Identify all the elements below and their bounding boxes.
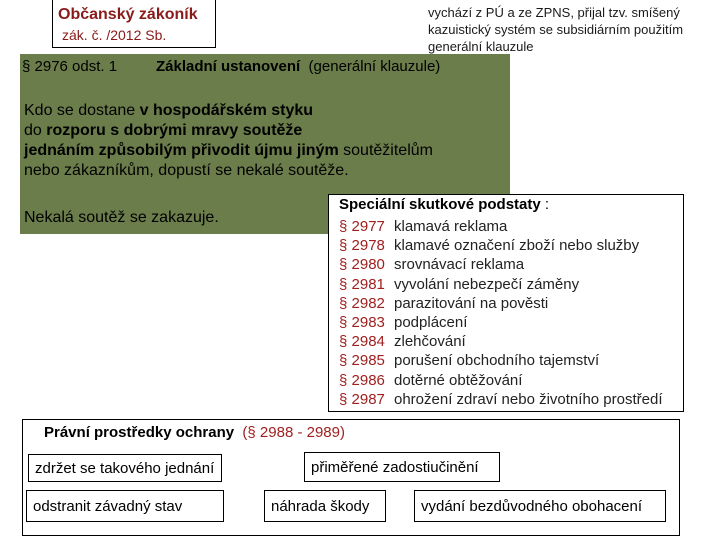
paragraph-number: § 2982 <box>339 294 385 312</box>
text-part: Kdo se dostane <box>24 102 140 119</box>
list-item <box>339 217 663 236</box>
text-part: do <box>24 122 47 139</box>
list-item <box>339 236 663 255</box>
special-cases-list <box>339 217 663 409</box>
list-item <box>339 390 663 409</box>
paragraph-description: vyvolání nebezpečí záměny <box>394 275 580 293</box>
list-item <box>339 275 663 294</box>
paragraph-number: § 2980 <box>339 256 385 274</box>
paragraph-description: ohrožení zdraví nebo životního prostředí <box>394 390 663 408</box>
remedy-satisfaction: přiměřené zadostiučinění <box>304 452 500 482</box>
special-cases-heading-label: Speciální skutkové podstaty <box>339 196 541 213</box>
paragraph-number: § 2987 <box>339 390 385 408</box>
special-cases-heading <box>339 196 549 213</box>
list-item <box>339 255 663 274</box>
general-clause-section: § 2976 odst. 1 <box>22 58 118 75</box>
list-item <box>339 351 663 370</box>
remedies-heading-label: Právní prostředky ochrany <box>44 424 235 441</box>
text-part: soutěžitelům <box>338 142 433 159</box>
text-part: nebo zákazníkům, dopustí se nekalé soutěže. <box>24 162 349 179</box>
paragraph-description: zlehčování <box>394 333 466 351</box>
remedy-damages: náhrada škody <box>264 490 386 522</box>
remedy-cease: zdržet se takového jednání <box>28 454 222 482</box>
text-bold-part: jednáním způsobilým přivodit újmu jiným <box>24 142 339 159</box>
paragraph-number: § 2986 <box>339 371 385 389</box>
remedies-range: (§ 2988 - 2989) <box>242 424 345 441</box>
page-title: Občanský zákoník <box>58 6 198 23</box>
paragraph-description: porušení obchodního tajemství <box>394 352 600 370</box>
paragraph-description: srovnávací reklama <box>394 256 525 274</box>
header-note: vychází z PÚ a ze ZPNS, přijal tzv. smíšený kazuistický systém se subsidiárním použitím generální klauzule <box>428 5 684 54</box>
text-bold-part: v hospodářském styku <box>139 102 314 119</box>
remedy-unjust-enrichment: vydání bezdůvodného obohacení <box>414 490 666 522</box>
paragraph-number: § 2985 <box>339 352 385 370</box>
paragraph-number: § 2977 <box>339 218 385 235</box>
paragraph-number: § 2981 <box>339 275 385 293</box>
remedies-heading <box>44 424 345 441</box>
list-item <box>339 294 663 313</box>
prohibition-text: Nekalá soutěž se zakazuje. <box>24 209 219 226</box>
text-bold-part: rozporu s dobrými mravy soutěže <box>46 122 303 139</box>
paragraph-number: § 2983 <box>339 314 385 332</box>
paragraph-description: klamavé označení zboží nebo služby <box>394 237 640 255</box>
general-clause-heading-bold: Základní ustanovení <box>156 58 301 75</box>
paragraph-description: podplácení <box>394 314 468 332</box>
paragraph-number: § 2984 <box>339 333 385 351</box>
paragraph-description: parazitování na pověsti <box>394 294 549 312</box>
special-cases-colon: : <box>540 196 550 213</box>
remedy-remove-state: odstranit závadný stav <box>26 490 224 522</box>
paragraph-description: klamavá reklama <box>394 218 508 235</box>
list-item <box>339 332 663 351</box>
general-clause-heading <box>156 58 440 75</box>
paragraph-description: dotěrné obtěžování <box>394 371 523 389</box>
paragraph-number: § 2978 <box>339 237 385 255</box>
general-clause-text <box>24 101 508 181</box>
list-item <box>339 313 663 332</box>
list-item <box>339 371 663 390</box>
page-subtitle: zák. č. /2012 Sb. <box>62 27 167 43</box>
general-clause-heading-note: (generální klauzule) <box>308 58 441 75</box>
